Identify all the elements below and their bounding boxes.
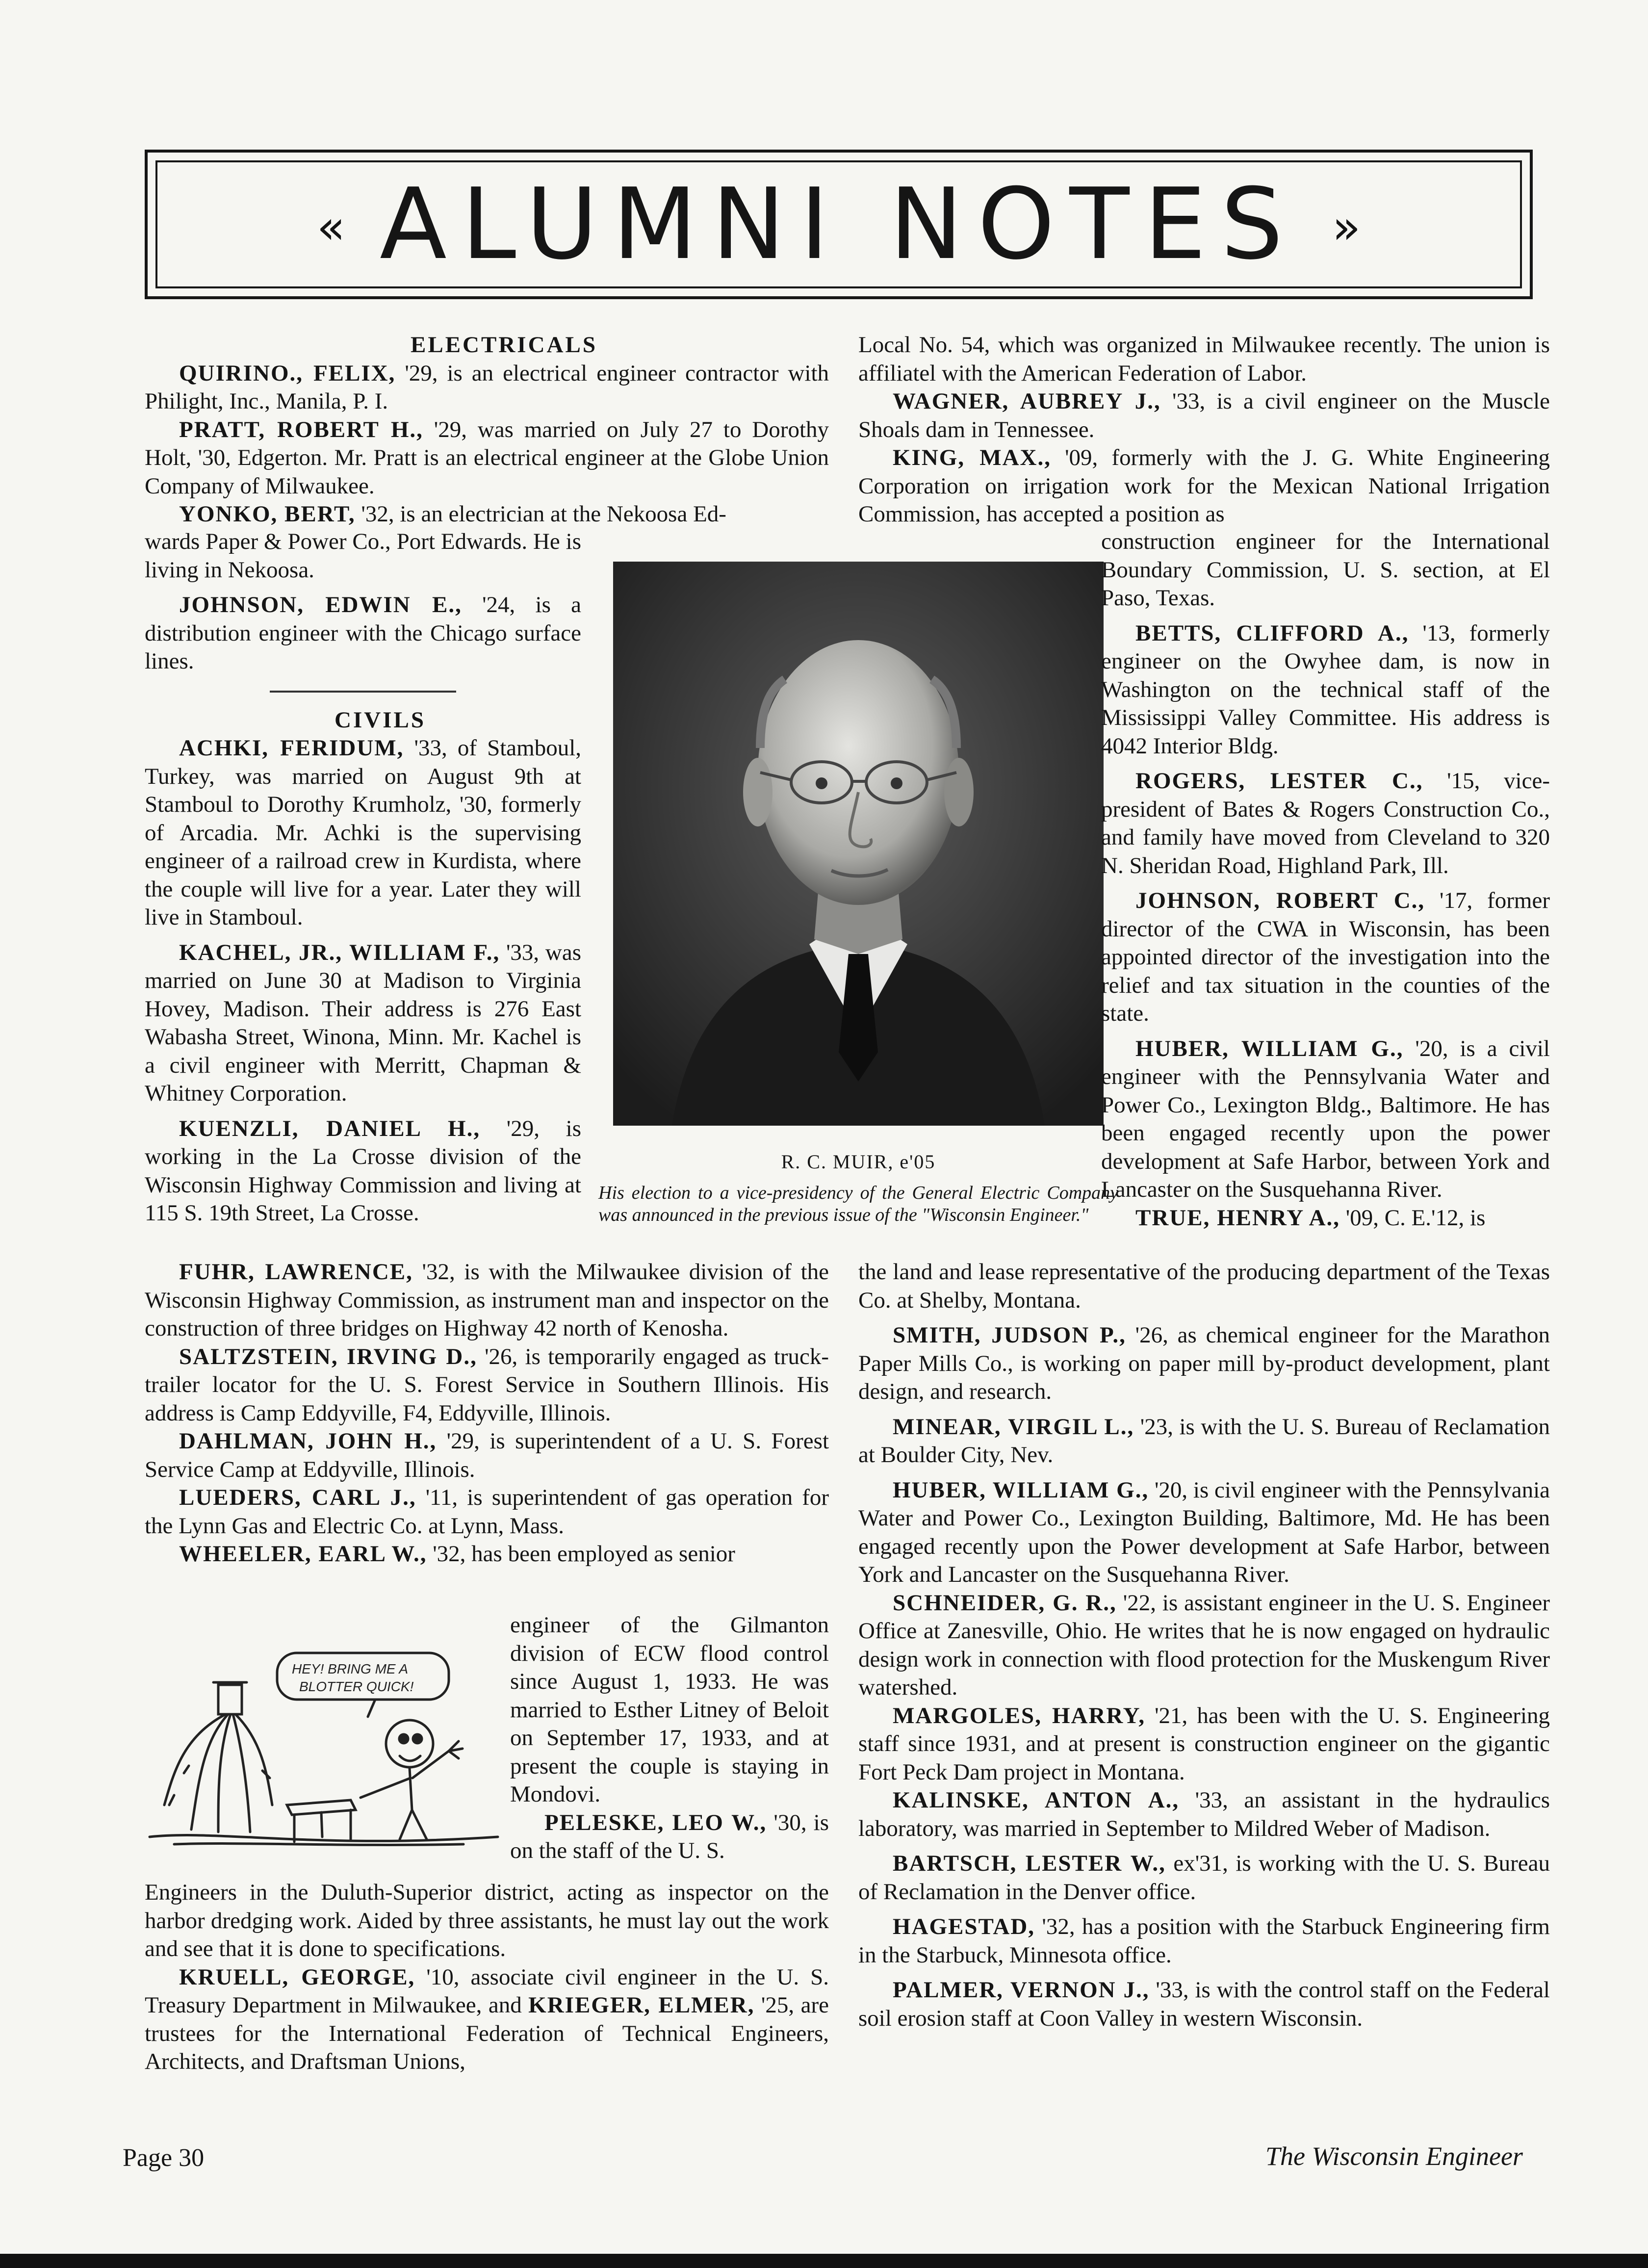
cartoon-illustration (145, 1643, 503, 1849)
alumnus-name: HUBER, WILLIAM G., (1135, 1035, 1404, 1061)
right-column-narrow (1101, 528, 1550, 1232)
note-pratt (145, 416, 829, 501)
portrait-photo (613, 562, 1104, 1126)
right-guillemet: » (1332, 200, 1361, 255)
note-text: '33, of Stamboul, Turkey, was married on August 9th at Stamboul to Dorothy Krumholz, '30, formerly of Arcadia. Mr. Achki is the supervising engineer of a railroad crew in Kurdista, where the couple will live for a year. Later they will live in Stamboul. (145, 735, 581, 930)
note-text: '32, is with the Milwaukee division of the Wisconsin Highway Commission, as instrument man and inspector on the construction of three bridges on Highway 42 north of Kenosha. (145, 1259, 829, 1341)
note-text: '20, is a civil engineer with the Pennsylvania Water and Power Co., Lexington Bldg., Baltimore. He has been engaged recently upon the power development at Safe Harbor, between York and Lancaster on the Susquehanna River. (1101, 1035, 1550, 1202)
note-text: '21, has been with the U. S. Engineering staff since 1931, and at present is construction engineer on the gigantic Fort Peck Dam project in Montana. (858, 1702, 1550, 1785)
note-text: '33, an assistant in the hydraulics laboratory, was married in September to Mildred Weber of Madison. (858, 1787, 1550, 1841)
note-text: '10, associate civil engineer in the U. S. Treasury Department in Milwaukee, and (145, 1964, 829, 2018)
note-text: '29, is superintendent of a U. S. Forest Service Camp at Eddyville, Illinois. (145, 1428, 829, 1482)
note-fuhr (145, 1258, 829, 1343)
alumnus-name: LUEDERS, CARL J., (179, 1485, 416, 1510)
note-text: '09, C. E.'12, is (1340, 1205, 1486, 1231)
note-text: ex'31, is working with the U. S. Bureau of Reclamation in the Denver office. (858, 1851, 1550, 1905)
note-wheeler-continued: engineer of the Gilmanton division of ECW flood control since August 1, 1933. He was married to Esther Litney of Beloit on September 17, 1933, and at present the couple is staying in Mondovi. (510, 1612, 829, 1807)
hydrant (218, 1685, 242, 1714)
note-minear (858, 1413, 1550, 1469)
note-peleske-continued: Engineers in the Duluth-Superior district, acting as inspector on the harbor dredging work. Aided by three assistants, he must lay out the work and see that it is done to specifications. (145, 1880, 829, 1961)
note-text: '29, is an electrical engineer contractor with Philight, Inc., Manila, P. I. (145, 360, 829, 414)
note-achki (145, 734, 581, 932)
note-johnson-robert (1101, 887, 1550, 1028)
alumnus-name: FUHR, LAWRENCE, (179, 1259, 413, 1285)
alumnus-name: YONKO, BERT, (179, 501, 356, 527)
note-peleske (510, 1809, 829, 1865)
note-text: '32, has a position with the Starbuck Engineering firm in the Starbuck, Minnesota office. (858, 1914, 1550, 1968)
left-guillemet: « (316, 200, 346, 255)
note-text: '22, is assistant engineer in the U. S. Engineer Office at Zanesville, Ohio. He writes that he is now engaged on hydraulic design work in connection with flood protection for the Muskengum River watershed. (858, 1590, 1550, 1700)
note-king-continued: construction engineer for the International Boundary Commission, U. S. section, at El Paso, Texas. (1101, 529, 1550, 611)
note-kuenzli (145, 1115, 581, 1228)
note-saltzstein (145, 1343, 829, 1428)
alumnus-name: SMITH, JUDSON P., (893, 1322, 1126, 1348)
note-text: '23, is with the U. S. Bureau of Reclamation at Boulder City, Nev. (858, 1414, 1550, 1468)
alumnus-name-second: KRIEGER, ELMER, (528, 1992, 755, 2018)
note-dahlman (145, 1427, 829, 1484)
alumnus-name: PRATT, ROBERT H., (179, 416, 423, 442)
note-text: '13, formerly engineer on the Owyhee dam, is now in Washington on the technical staff of the Mississippi Valley Committee. His address is 4042 Interior Bldg. (1101, 620, 1550, 759)
note-johnson-edwin (145, 591, 581, 676)
note-text: '24, is a distribution engineer with the Chicago surface lines. (145, 592, 581, 674)
alumnus-name: JOHNSON, EDWIN E., (179, 592, 462, 618)
section-heading-civils: CIVILS (335, 707, 426, 733)
note-text: '20, is civil engineer with the Pennsylvania Water and Power Co., Lexington Building, Baltimore, Md. He has been engaged recently upon the Power development at Safe Harbor, between York and Lancaster on the Susquehanna River. (858, 1477, 1550, 1587)
alumnus-name: MARGOLES, HARRY, (893, 1702, 1146, 1728)
alumnus-name: TRUE, HENRY A., (1135, 1205, 1340, 1231)
note-text: '29, was married on July 27 to Dorothy Holt, '30, Edgerton. Mr. Pratt is an electrical engineer at the Globe Union Company of Milwaukee. (145, 416, 829, 499)
note-betts (1101, 619, 1550, 761)
alumnus-name: ACHKI, FERIDUM, (179, 735, 404, 761)
alumnus-name: KUENZLI, DANIEL H., (179, 1115, 481, 1141)
alumnus-name: MINEAR, VIRGIL L., (893, 1414, 1134, 1440)
note-kalinske (858, 1786, 1550, 1843)
section-divider (270, 691, 456, 693)
alumnus-name: QUIRINO., FELIX, (179, 360, 396, 386)
note-kruell-krieger (145, 1963, 829, 2076)
note-text: '33, is with the control staff on the Federal soil erosion staff at Coon Valley in western Wisconsin. (858, 1977, 1550, 2031)
note-text: '26, as chemical engineer for the Marathon Paper Mills Co., is working on paper mill by-product development, plant design, and research. (858, 1322, 1550, 1404)
note-text: '29, is working in the La Crosse division of the Wisconsin Highway Commission and living at 115 S. 19th Street, La Crosse. (145, 1115, 581, 1226)
photo-caption-name: R. C. MUIR, e'05 (781, 1151, 936, 1173)
speech-line-1: HEY! BRING ME A (292, 1661, 409, 1676)
right-column-bottom (858, 1258, 1550, 2033)
alumnus-name: SALTZSTEIN, IRVING D., (179, 1343, 477, 1369)
page-title (283, 167, 1395, 282)
note-text: '30, is on the staff of the U. S. (510, 1809, 829, 1863)
photo-caption-text: His election to a vice-presidency of the General Electric Company was announced in the previous issue of the "Wisconsin Engineer." (598, 1183, 1118, 1225)
note-wheeler (145, 1540, 829, 1569)
note-palmer (858, 1976, 1550, 2033)
note-quirino (145, 360, 829, 416)
alumnus-name: ROGERS, LESTER C., (1135, 768, 1423, 794)
page-number: Page 30 (123, 2144, 205, 2172)
alumnus-name: SCHNEIDER, G. R., (893, 1590, 1117, 1616)
left-column-top (145, 331, 829, 529)
alumnus-name: KING, MAX., (893, 445, 1051, 470)
note-text: '33, was married on June 30 at Madison to Virginia Hovey, Madison. Their address is 276 East Wabasha Street, Winona, Minn. Mr. Kachel is a civil engineer with Merritt, Chapman & Whitney Corporation. (145, 939, 581, 1106)
note-text: '33, is a civil engineer on the Muscle Shoals dam in Tennessee. (858, 388, 1550, 442)
journal-title: The Wisconsin Engineer (1265, 2141, 1523, 2171)
note-hagestad (858, 1913, 1550, 1969)
alumnus-name: KALINSKE, ANTON A., (893, 1787, 1180, 1813)
note-bartsch (858, 1850, 1550, 1906)
note-kruell-continued: Local No. 54, which was organized in Milwaukee recently. The union is affiliatel with the American Federation of Labor. (858, 332, 1550, 386)
alumnus-name: BETTS, CLIFFORD A., (1135, 620, 1409, 646)
note-king (858, 444, 1550, 529)
note-wagner (858, 387, 1550, 444)
alumnus-name: WAGNER, AUBREY J., (893, 388, 1161, 414)
left-column-bottom (145, 1879, 829, 2076)
note-huber-1 (1101, 1035, 1550, 1204)
note-kachel (145, 939, 581, 1108)
note-huber-2 (858, 1476, 1550, 1589)
alumnus-name: KACHEL, JR., WILLIAM F., (179, 939, 500, 965)
note-true (1101, 1204, 1550, 1233)
masthead-banner (145, 150, 1533, 299)
bottom-edge-band (0, 2254, 1648, 2268)
alumnus-name: HUBER, WILLIAM G., (893, 1477, 1149, 1503)
title-text: ALUMNI NOTES (380, 167, 1298, 282)
note-text: '17, former director of the CWA in Wisconsin, has been appointed director of the investigation into the relief and tax situation in the counties of the state. (1101, 888, 1550, 1026)
note-true-continued: the land and lease representative of the producing department of the Texas Co. at Shelby, Montana. (858, 1259, 1550, 1313)
note-yonko (145, 500, 829, 529)
note-text: '32, is an electrician at the Nekoosa Ed- (355, 501, 726, 527)
speech-line-2: BLOTTER QUICK! (299, 1679, 414, 1694)
right-column-top (858, 331, 1550, 529)
cartoon-side-column (510, 1611, 829, 1865)
note-text: '32, has been employed as senior (427, 1541, 735, 1567)
left-column-middle (145, 1258, 829, 1569)
alumnus-name: JOHNSON, ROBERT C., (1135, 888, 1425, 913)
note-text: '15, vice-president of Bates & Rogers Construction Co., and family have moved from Cleveland to 320 N. Sheridan Road, Highland Park, Ill. (1101, 768, 1550, 878)
note-schneider (858, 1589, 1550, 1702)
note-text: '09, formerly with the J. G. White Engineering Corporation on irrigation work for the Mexican National Irrigation Commission, has accepted a position as (858, 445, 1550, 527)
note-smith (858, 1321, 1550, 1406)
note-yonko-continued: wards Paper & Power Co., Port Edwards. He is living in Nekoosa. (145, 529, 581, 583)
masthead-inner-frame (155, 160, 1522, 288)
alumnus-name: BARTSCH, LESTER W., (893, 1851, 1166, 1876)
left-column-narrow (145, 528, 581, 1228)
note-margoles (858, 1702, 1550, 1787)
alumnus-name: KRUELL, GEORGE, (179, 1964, 415, 1990)
alumnus-name: PELESKE, LEO W., (544, 1809, 767, 1835)
alumnus-name: DAHLMAN, JOHN H., (179, 1428, 437, 1454)
note-lueders (145, 1484, 829, 1540)
note-rogers (1101, 767, 1550, 880)
note-text: '26, is temporarily engaged as truck-trailer locator for the U. S. Forest Service in Southern Illinois. His address is Camp Eddyville, F4, Eddyville, Illinois. (145, 1343, 829, 1426)
alumnus-name: HAGESTAD, (893, 1914, 1035, 1939)
section-heading-electricals: ELECTRICALS (411, 332, 597, 358)
note-text: '25, are trustees for the International Federation of Technical Engineers, Architects, and Draftsman Unions, (145, 1992, 829, 2074)
note-text: '11, is superintendent of gas operation for the Lynn Gas and Electric Co. at Lynn, Mass. (145, 1485, 829, 1539)
alumnus-name: PALMER, VERNON J., (893, 1977, 1150, 2003)
alumnus-name: WHEELER, EARL W., (179, 1541, 427, 1567)
